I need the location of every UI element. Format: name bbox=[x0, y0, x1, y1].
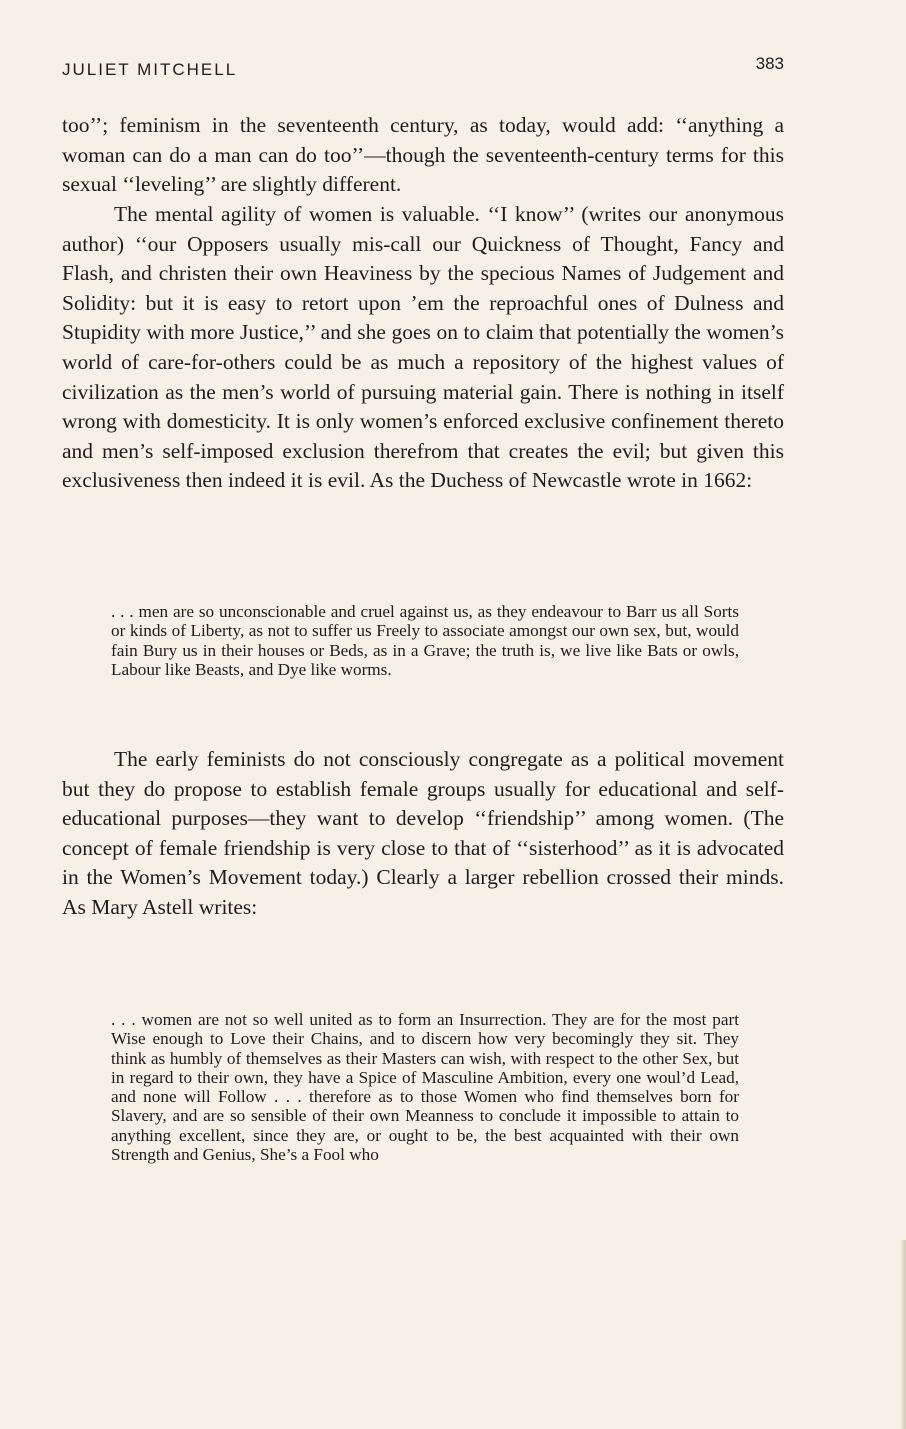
running-head bbox=[62, 52, 784, 82]
running-title: JULIET MITCHELL bbox=[62, 60, 238, 79]
paragraph-text: The early feminists do not consciously congregate as a political movement but they do propose to establish female groups usually for educational and self-educational purposes—they want to develop ‘‘friendship’’ among women. (The concept of female friendship is very close to that of ‘‘sisterhood’’ as it is advocated in the Women’s Movement today.) Clearly a larger rebellion crossed their minds. As Mary Astell writes: bbox=[62, 747, 784, 919]
page-edge-shadow bbox=[900, 1240, 906, 1429]
paragraph-text: too’’; feminism in the seventeenth century, as today, would add: ‘‘anything a woman can do a man can do too’’—though the seventeenth-century terms for this sexual ‘‘leveling’’ are slightly different. bbox=[62, 113, 784, 197]
block-quote-duchess-of-newcastle bbox=[111, 602, 739, 679]
paragraph-text: The mental agility of women is valuable. ‘‘I know’’ (writes our anonymous author) ‘‘our Opposers usually mis-call our Quickness of Thought, Fancy and Flash, and christen their own Heaviness by the specious Names of Judgement and Solidity: but it is easy to retort upon ’em the reproachful ones of Dulness and Stupidity with more Justice,’’ and she goes on to claim that potentially the women’s world of care-for-others could be as much a repository of the highest values of civilization as the men’s world of pursuing material gain. There is nothing in itself wrong with domesticity. It is only women’s enforced exclusive confinement thereto and men’s self-imposed exclusion therefrom that creates the evil; but given this exclusiveness then indeed it is evil. As the Duchess of Newcastle wrote in 1662: bbox=[62, 202, 784, 493]
paragraph-mental-agility bbox=[62, 200, 784, 496]
quote-text: . . . women are not so well united as to form an Insurrection. They are for the most part Wise enough to Love their Chains, and to discern how very becomingly they sit. They think as humbly of themselves as their Masters can wish, with respect to the other Sex, but in regard to their own, they have a Spice of Masculine Ambition, every one woul’d Lead, and none will Follow . . . therefore as to those Women who find themselves born for Slavery, and are so sensible of their own Meanness to conclude it impossible to attain to anything excellent, since they are, or ought to be, the best acquainted with their own Strength and Genius, She’s a Fool who bbox=[111, 1010, 739, 1165]
page-number: 383 bbox=[755, 54, 784, 73]
paragraph-early-feminists bbox=[62, 745, 784, 923]
block-quote-mary-astell bbox=[111, 1010, 739, 1164]
paragraph-continuation bbox=[62, 111, 784, 200]
quote-text: . . . men are so unconscionable and cruel against us, as they endeavour to Barr us all Sorts or kinds of Liberty, as not to suffer us Freely to associate amongst our own sex, but, would fain Bury us in their houses or Beds, as in a Grave; the truth is, we live like Bats or owls, Labour like Beasts, and Dye like worms. bbox=[111, 602, 739, 679]
